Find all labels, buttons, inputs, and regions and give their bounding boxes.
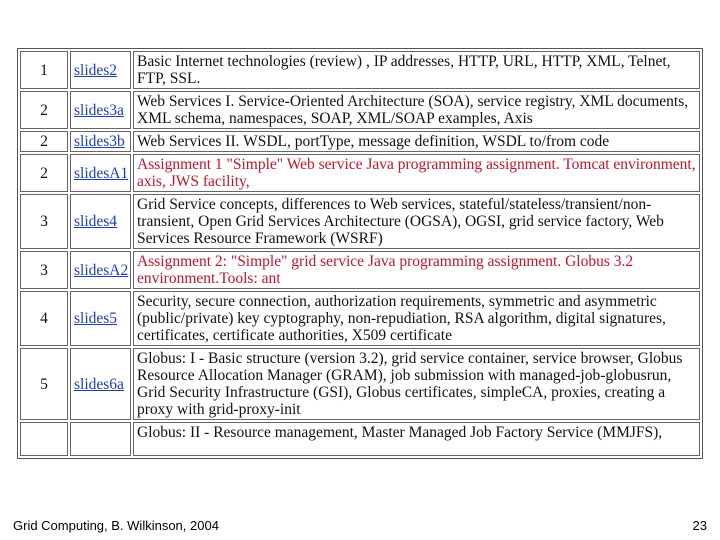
schedule-table-wrap [17,48,703,486]
slides-link[interactable]: slides6a [74,375,124,393]
lecture-number: 2 [20,131,68,152]
slides-link[interactable]: slidesA2 [74,261,129,279]
table-row [20,131,700,152]
lecture-number: 1 [20,51,68,89]
slides-link[interactable]: slides3a [74,101,124,119]
slides-link-cell [70,422,131,456]
lecture-number: 3 [20,194,68,249]
table-row [20,251,700,289]
footer-credit: Grid Computing, B. Wilkinson, 2004 [13,518,219,533]
table-row [20,348,700,420]
lecture-number: 2 [20,91,68,129]
table-row [20,91,700,129]
table-row [20,194,700,249]
topic-description: Globus: II - Resource management, Master Managed Job Factory Service (MMJFS), [133,422,700,456]
slides-link[interactable]: slides2 [74,61,118,79]
slides-link[interactable]: slides3b [74,133,125,150]
slides-link[interactable]: slides5 [74,310,118,327]
assignment-description: Assignment 2: "Simple" grid service Java programming assignment. Globus 3.2 environment.Tools: ant [133,251,700,289]
assignment-description: Assignment 1 "Simple" Web service Java programming assignment. Tomcat environment, axis, JWS facility, [133,154,700,192]
lecture-number [20,422,68,456]
lecture-number: 3 [20,251,68,289]
slides-link[interactable]: slidesA1 [74,164,129,182]
topic-description: Basic Internet technologies (review) , IP addresses, HTTP, URL, HTTP, XML, Telnet, FTP, SSL. [133,51,700,89]
lecture-number: 2 [20,154,68,192]
topic-description: Grid Service concepts, differences to Web services, stateful/stateless/transient/non-transient, Open Grid Services Architecture (OGSA), OGSI, grid service factory, Web Services Resource Framework (WSRF) [133,194,700,249]
table-row [20,291,700,346]
topic-description: Web Services I. Service-Oriented Architecture (SOA), service registry, XML documents, XML schema, namespaces, SOAP, XML/SOAP examples, Axis [133,91,700,129]
table-row [20,422,700,456]
slides-link[interactable]: slides4 [74,213,118,230]
topic-description: Web Services II. WSDL, portType, message definition, WSDL to/from code [133,131,700,152]
table-row [20,154,700,192]
page-number: 23 [692,518,707,533]
topic-description: Globus: I - Basic structure (version 3.2), grid service container, service browser, Globus Resource Allocation Manager (GRAM), job submission with managed-job-globusrun, Grid Security Infrastructure (GSI), Globus certificates, simpleCA, proxies, creating a proxy with grid-proxy-init [133,348,700,420]
schedule-table [17,48,703,459]
table-row [20,51,700,89]
topic-description: Security, secure connection, authorization requirements, symmetric and asymmetric (public/private) key cyptography, non-repudiation, RSA algorithm, digital signatures, certificates, certificate authorities, X509 certificate [133,291,700,346]
lecture-number: 4 [20,291,68,346]
lecture-number: 5 [20,348,68,420]
